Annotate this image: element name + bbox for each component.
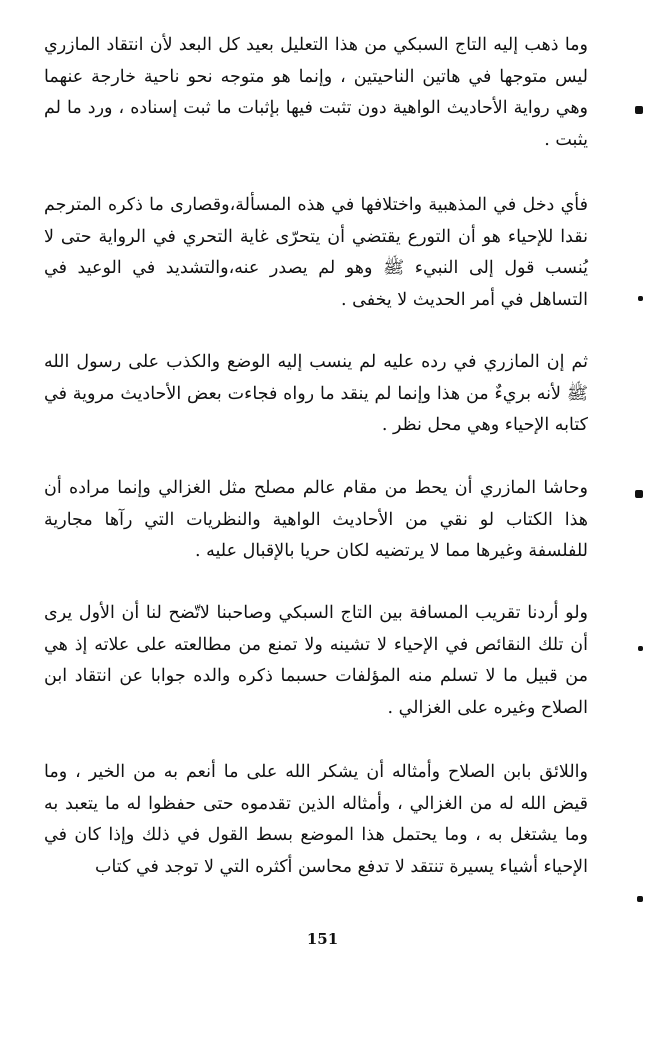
paragraph-text: ثم إن المازري في رده عليه لم ينسب إليه الوضع والكذب على رسول الله ﷺ لأنه بريءٌ من هذا وإنما لم ينقد ما رواه فجاءت بعض الأحاديث مروية في كتابه الإحياء وهي محل نظر .: [44, 352, 588, 435]
paragraph-text: ولو أردنا تقريب المسافة بين التاج السبكي وصاحبنا لاتّضح لنا أن الأول يرى أن تلك النقائص في الإحياء لا تشينه ولا تمنع من مطالعته على علاته إذ هي من قبيل ما لا تسلم منه المؤلفات حسبما ذكره والده جوابا عن انتقاد ابن الصلاح وغيره على الغزالي .: [44, 603, 588, 718]
margin-mark: [635, 490, 643, 498]
paragraph-1: [44, 30, 588, 156]
page-number: 151: [306, 930, 339, 948]
paragraph-6: [44, 757, 588, 883]
paragraph-4: [44, 473, 588, 568]
margin-mark: [635, 106, 643, 114]
margin-mark: [638, 296, 643, 301]
paragraph-text: فأي دخل في المذهبية واختلافها في هذه المسألة،وقصارى ما ذكره المترجم نقدا للإحياء هو أن التورع يقتضي أن يتحرّى غاية التحري في الرواية حتى لا يُنسب قول إلى النبيء ﷺ وهو لم يصدر عنه،والتشديد في الوعيد في التساهل في أمر الحديث لا يخفى .: [44, 195, 588, 310]
paragraph-text: وما ذهب إليه التاج السبكي من هذا التعليل بعيد كل البعد لأن انتقاد المازري ليس متوجها في هاتين الناحيتين ، وإنما هو متوجه نحو ناحية خارجة عنهما وهي رواية الأحاديث الواهية دون تثبت فيها بإثبات ما ثبت إسناده ، ورد ما لم يثبت .: [44, 35, 588, 150]
paragraph-5: [44, 598, 588, 724]
paragraph-text: واللائق بابن الصلاح وأمثاله أن يشكر الله على ما أنعم به من الخير ، وما قيض الله له من الغزالي ، وأمثاله الذين تقدموه حتى حفظوا له ما يتعبد به وما يشتغل به ، وما يحتمل هذا الموضع بسط القول في ذلك وإذا كان في الإحياء أشياء يسيرة تنتقد لا تدفع محاسن أكثره التي لا توجد في كتاب: [44, 762, 588, 877]
paragraph-2: [44, 190, 588, 316]
margin-mark: [637, 896, 643, 902]
paragraph-text: وحاشا المازري أن يحط من مقام عالم مصلح مثل الغزالي وإنما مراده أن هذا الكتاب لو نقي من الأحاديث الواهية والنظريات التي رآها مجارية للفلسفة وغيرها مما لا يرتضيه لكان حريا بالإقبال عليه .: [44, 478, 588, 561]
margin-mark: [638, 646, 643, 651]
paragraph-3: [44, 347, 588, 442]
